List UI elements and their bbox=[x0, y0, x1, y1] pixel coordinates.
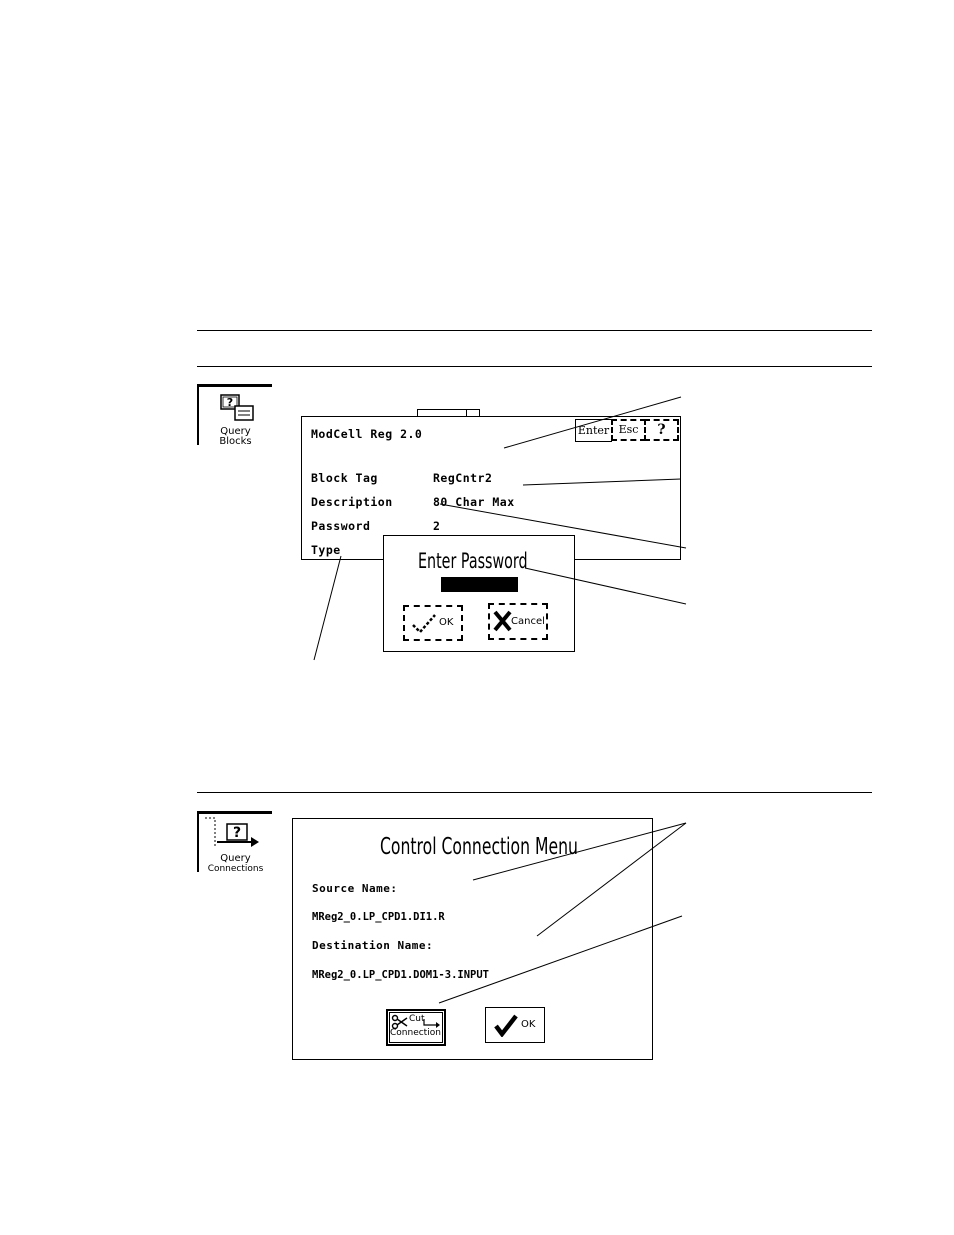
query-connections-label-2: Connections bbox=[207, 864, 264, 874]
field-label-type: Type bbox=[311, 543, 341, 557]
dialog-title: Enter Password bbox=[418, 549, 528, 573]
svg-text:?: ? bbox=[232, 825, 242, 841]
help-button[interactable] bbox=[644, 419, 679, 441]
field-label-description: Description bbox=[311, 495, 393, 509]
enter-password-dialog bbox=[383, 535, 575, 652]
leader-type bbox=[314, 556, 341, 660]
query-connections-tool-icon[interactable] bbox=[197, 811, 272, 872]
field-label-password: Password bbox=[311, 519, 371, 533]
section-rule-top bbox=[197, 330, 872, 331]
ok-button-label: OK bbox=[439, 617, 454, 628]
enter-button-label: Enter bbox=[577, 424, 610, 437]
field-label-block-tag: Block Tag bbox=[311, 471, 378, 485]
help-icon: ? bbox=[657, 422, 666, 438]
screen-tab-notch bbox=[466, 409, 479, 416]
password-input[interactable] bbox=[441, 577, 518, 592]
svg-text:?: ? bbox=[226, 396, 234, 409]
destination-name-value: MReg2_0.LP_CPD1.DOM1-3.INPUT bbox=[312, 969, 490, 981]
source-name-value: MReg2_0.LP_CPD1.DI1.R bbox=[312, 911, 445, 923]
query-blocks-label-1: Query bbox=[220, 426, 251, 437]
cut-connection-button[interactable] bbox=[386, 1009, 446, 1046]
query-connections-icon bbox=[203, 816, 265, 854]
query-blocks-label-2: Blocks bbox=[219, 436, 252, 447]
cancel-button-label: Cancel bbox=[511, 616, 545, 627]
query-connections-label-1: Query bbox=[220, 853, 251, 864]
cut-button-label-2: Connection bbox=[390, 1028, 441, 1038]
connection-ok-label: OK bbox=[521, 1019, 536, 1030]
source-name-label: Source Name: bbox=[312, 882, 398, 895]
destination-name-label: Destination Name: bbox=[312, 939, 434, 952]
check-icon bbox=[494, 1013, 518, 1037]
cancel-button[interactable] bbox=[488, 603, 548, 640]
section-rule-header-bottom bbox=[197, 366, 872, 367]
query-blocks-tool-icon[interactable] bbox=[197, 384, 272, 445]
esc-button[interactable] bbox=[611, 419, 646, 441]
field-value-description[interactable]: 80 Char Max bbox=[433, 495, 515, 509]
check-icon bbox=[411, 613, 437, 635]
query-blocks-icon bbox=[219, 393, 255, 423]
field-value-block-tag[interactable]: RegCntr2 bbox=[433, 471, 493, 485]
connection-menu-title: Control Connection Menu bbox=[380, 834, 578, 860]
screen-title: ModCell Reg 2.0 bbox=[311, 427, 423, 441]
cut-button-label-1: Cut bbox=[409, 1014, 425, 1024]
control-connection-menu bbox=[292, 818, 653, 1060]
esc-button-label: Esc bbox=[618, 423, 639, 436]
connection-ok-button[interactable] bbox=[485, 1007, 545, 1043]
field-value-password[interactable]: 2 bbox=[433, 519, 441, 533]
ok-button[interactable] bbox=[403, 605, 463, 641]
section-rule-middle bbox=[197, 792, 872, 793]
enter-button[interactable] bbox=[575, 419, 612, 442]
